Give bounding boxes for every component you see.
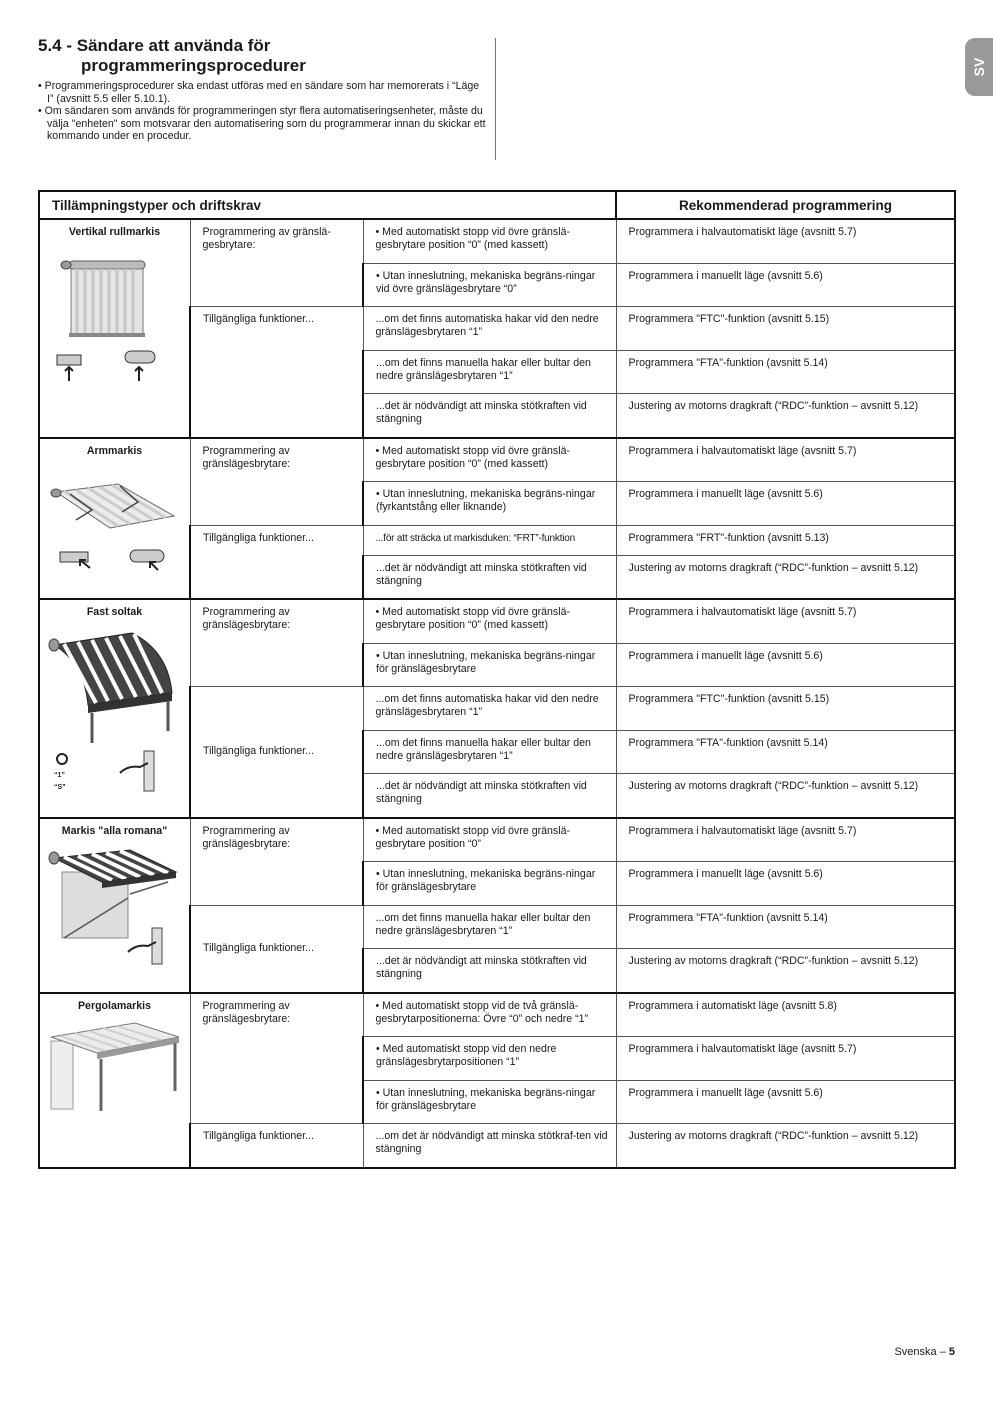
requirement-cell: Tillgängliga funktioner...: [190, 525, 363, 599]
condition-cell: • Utan inneslutning, mekaniska begräns-ningar för gränslägesbrytare: [363, 643, 616, 687]
vertical-roller-blind-icon: [55, 243, 175, 383]
recommendation-cell: Programmera i automatiskt läge (avsnitt 5.8): [616, 993, 955, 1037]
language-tab-label: SV: [971, 57, 987, 77]
condition-cell: ...om det finns manuella hakar eller bultar den nedre gränslägesbrytaren “1”: [363, 905, 616, 949]
condition-cell: • Med automatiskt stopp vid övre gränslä-gesbrytare position “0” (med kassett): [363, 219, 616, 263]
condition-cell: • Med automatiskt stopp vid den nedre gränslägesbrytarpositionen “1”: [363, 1037, 616, 1081]
roman-awning-icon: [48, 842, 182, 968]
position-label-s: “S”: [53, 784, 66, 791]
application-name: Markis "alla romana": [61, 824, 168, 837]
recommendation-cell: Programmera "FTA"-funktion (avsnitt 5.14): [616, 350, 955, 394]
recommendation-cell: Programmera i halvautomatiskt läge (avsnitt 5.7): [616, 818, 955, 862]
language-tab: [965, 38, 993, 96]
fixed-canopy-icon: [48, 623, 182, 799]
recommendation-cell: Justering av motorns dragkraft (“RDC”-funktion – avsnitt 5.12): [616, 774, 955, 818]
recommendation-cell: Programmera "FTC"-funktion (avsnitt 5.15): [616, 687, 955, 731]
requirement-cell: Tillgängliga funktioner...: [190, 687, 363, 818]
table-row: [39, 219, 955, 263]
position-label-1: “1”: [53, 772, 65, 779]
recommendation-cell: Justering av motorns dragkraft (“RDC”-funktion – avsnitt 5.12): [616, 394, 955, 438]
condition-cell: ...det är nödvändigt att minska stötkraften vid stängning: [363, 774, 616, 818]
recommendation-cell: Programmera i manuellt läge (avsnitt 5.6): [616, 1080, 955, 1124]
condition-cell: ...om det finns manuella hakar eller bultar den nedre gränslägesbrytaren “1”: [363, 730, 616, 774]
application-name: Pergolamarkis: [77, 999, 152, 1012]
condition-cell: • Utan inneslutning, mekaniska begräns-ningar vid övre gränslägesbrytare “0”: [363, 263, 616, 307]
header-recommended-programming: Rekommenderad programmering: [616, 191, 955, 219]
condition-cell: • Med automatiskt stopp vid övre gränslä-gesbrytare position “0” (med kassett): [363, 599, 616, 643]
pergola-awning-icon: [47, 1017, 183, 1113]
section-heading: [38, 36, 306, 76]
recommendation-cell: Programmera i halvautomatiskt läge (avsnitt 5.7): [616, 219, 955, 263]
intro-bullet: • Om sändaren som används för programmeringen styr flera automatiseringsenheter, måste du välja "enheten" som motsvarar den automatisering som du programmerar innan du skickar ett kommando under en procedur.: [38, 105, 486, 143]
recommendation-cell: Programmera i manuellt läge (avsnitt 5.6): [616, 263, 955, 307]
condition-cell: ...det är nödvändigt att minska stötkraften vid stängning: [363, 394, 616, 438]
arm-awning-icon: [50, 462, 180, 582]
condition-cell: ...det är nödvändigt att minska stötkraften vid stängning: [363, 949, 616, 993]
recommendation-cell: Justering av motorns dragkraft (“RDC”-funktion – avsnitt 5.12): [616, 555, 955, 599]
condition-cell: ...om det finns automatiska hakar vid den nedre gränslägesbrytaren “1”: [363, 687, 616, 731]
requirement-cell: Programmering av gränslägesbrytare:: [190, 438, 363, 526]
table-row: [39, 818, 955, 862]
recommendation-cell: Programmera "FTA"-funktion (avsnitt 5.14): [616, 905, 955, 949]
condition-cell: • Med automatiskt stopp vid övre gränslä-gesbrytare position “0”: [363, 818, 616, 862]
recommendation-cell: Programmera i halvautomatiskt läge (avsnitt 5.7): [616, 599, 955, 643]
page-footer: [894, 1346, 955, 1358]
requirement-cell: Tillgängliga funktioner...: [190, 1124, 363, 1168]
application-cell: [39, 219, 190, 438]
recommendation-cell: Programmera i manuellt läge (avsnitt 5.6): [616, 643, 955, 687]
application-cell: [39, 599, 190, 818]
requirement-cell: Programmering av gränslägesbrytare:: [190, 993, 363, 1124]
recommendation-cell: Programmera i halvautomatiskt läge (avsnitt 5.7): [616, 1037, 955, 1081]
recommendation-cell: Programmera "FRT"-funktion (avsnitt 5.13): [616, 525, 955, 555]
header-application-types: Tillämpningstyper och driftskrav: [39, 191, 616, 219]
requirement-cell: Programmering av gränslägesbrytare:: [190, 599, 363, 687]
condition-cell: ...om det är nödvändigt att minska stötkraf-ten vid stängning: [363, 1124, 616, 1168]
condition-cell: • Utan inneslutning, mekaniska begräns-ningar (fyrkantstång eller liknande): [363, 482, 616, 526]
application-name: Vertikal rullmarkis: [68, 226, 161, 238]
table-row: [39, 993, 955, 1037]
table-row: [39, 438, 955, 482]
requirement-cell: Programmering av gränslägesbrytare:: [190, 818, 363, 906]
condition-cell: • Med automatiskt stopp vid de två gränslä-gesbrytarpositionerna: Övre “0” och nedre “1”: [363, 993, 616, 1037]
table-row: [39, 599, 955, 643]
heading-line-2: programmeringsprocedurer: [81, 56, 306, 75]
application-name: Fast soltak: [86, 606, 143, 618]
condition-cell: ...om det finns automatiska hakar vid den nedre gränslägesbrytaren “1”: [363, 307, 616, 351]
recommendation-cell: Programmera i halvautomatiskt läge (avsnitt 5.7): [616, 438, 955, 482]
recommendation-cell: Justering av motorns dragkraft (“RDC”-funktion – avsnitt 5.12): [616, 1124, 955, 1168]
requirement-cell: Tillgängliga funktioner...: [190, 905, 363, 993]
programming-table: [38, 190, 956, 1169]
recommendation-cell: Programmera i manuellt läge (avsnitt 5.6): [616, 482, 955, 526]
recommendation-cell: Programmera "FTA"-funktion (avsnitt 5.14): [616, 730, 955, 774]
condition-cell: ...om det finns manuella hakar eller bultar den nedre gränslägesbrytaren “1”: [363, 350, 616, 394]
column-divider: [495, 38, 496, 160]
page-number: 5: [948, 1346, 955, 1358]
condition-cell: • Utan inneslutning, mekaniska begräns-ningar för gränslägesbrytare: [363, 862, 616, 906]
intro-bullet: • Programmeringsprocedurer ska endast utföras med en sändare som har memorerats i “Läge I” (avsnitt 5.5 eller 5.10.1).: [38, 80, 480, 105]
application-cell: [39, 993, 190, 1168]
application-cell: [39, 818, 190, 993]
condition-cell: ...det är nödvändigt att minska stötkraften vid stängning: [363, 555, 616, 599]
table-header-row: [39, 191, 955, 219]
application-name: Armmarkis: [86, 444, 143, 457]
condition-cell: • Med automatiskt stopp vid övre gränslä-gesbrytare position “0” (med kassett): [363, 438, 616, 482]
application-cell: [39, 438, 190, 600]
recommendation-cell: Programmera i manuellt läge (avsnitt 5.6): [616, 862, 955, 906]
requirement-cell: Tillgängliga funktioner...: [190, 307, 363, 438]
condition-cell: ...för att sträcka ut markisduken: “FRT”-funktion: [363, 525, 616, 555]
heading-line-1: 5.4 - Sändare att använda för: [38, 36, 271, 55]
condition-cell: • Utan inneslutning, mekaniska begräns-ningar för gränslägesbrytare: [363, 1080, 616, 1124]
recommendation-cell: Justering av motorns dragkraft (“RDC”-funktion – avsnitt 5.12): [616, 949, 955, 993]
recommendation-cell: Programmera "FTC"-funktion (avsnitt 5.15): [616, 307, 955, 351]
footer-language: Svenska –: [894, 1346, 949, 1358]
intro-text: [38, 80, 488, 143]
requirement-cell: Programmering av gränslä-gesbrytare:: [190, 219, 363, 307]
